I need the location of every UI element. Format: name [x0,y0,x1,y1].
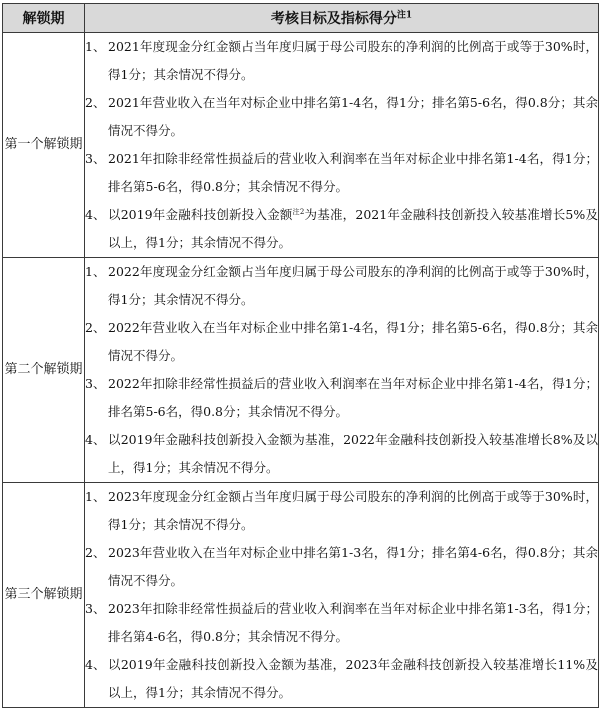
header-row [3,4,599,33]
item-text [108,201,598,257]
list-item [85,314,598,370]
footnote-marker: 注2 [292,207,305,216]
list-item [85,89,598,145]
item-text: 2022年度现金分红金额占当年度归属于母公司股东的净利润的比例高于或等于30%时，得1分；其余情况不得分。 [108,264,598,307]
item-number: 3、 [85,601,106,616]
list-item [85,426,598,482]
item-text: 2021年扣除非经常性损益后的营业收入利润率在当年对标企业中排名第1-4名，得1分；排名第5-6名，得0.8分；其余情况不得分。 [108,151,598,194]
item-number: 4、 [85,657,106,672]
list-item [85,145,598,201]
header-target [85,4,599,33]
item-text: 2023年度现金分红金额占当年度归属于母公司股东的净利润的比例高于或等于30%时，得1分；其余情况不得分。 [108,489,598,532]
item-text: 2022年营业收入在当年对标企业中排名第1-4名，得1分；排名第5-6名，得0.8分；其余情况不得分。 [108,320,598,363]
period-cell: 第二个解锁期 [3,258,85,483]
item-text: 2023年扣除非经常性损益后的营业收入利润率在当年对标企业中排名第1-3名，得1分；排名第4-6名，得0.8分；其余情况不得分。 [108,601,598,644]
criteria-cell [85,258,599,483]
item-number: 2、 [85,320,106,335]
header-target-note: 注1 [396,10,413,21]
item-text: 2021年度现金分红金额占当年度归属于母公司股东的净利润的比例高于或等于30%时，得1分；其余情况不得分。 [108,39,598,82]
period-cell: 第一个解锁期 [3,33,85,258]
item-number: 1、 [85,489,106,504]
table-row [3,33,599,258]
list-item [85,539,598,595]
item-number: 3、 [85,376,106,391]
item-text: 2021年营业收入在当年对标企业中排名第1-4名，得1分；排名第5-6名，得0.8分；其余情况不得分。 [108,95,598,138]
item-number: 1、 [85,264,106,279]
item-text-after-note: 为基准，2021年金融科技创新投入较基准增长5%及以上，得1分；其余情况不得分。 [108,207,598,250]
item-text: 以2019年金融科技创新投入金额为基准，2023年金融科技创新投入较基准增长11%及以上，得1分；其余情况不得分。 [108,657,598,700]
criteria-cell [85,33,599,258]
list-item [85,370,598,426]
item-text: 2023年营业收入在当年对标企业中排名第1-3名，得1分；排名第4-6名，得0.8分；其余情况不得分。 [108,545,598,588]
list-item [85,201,598,257]
item-text: 2022年扣除非经常性损益后的营业收入利润率在当年对标企业中排名第1-4名，得1分；排名第5-6名，得0.8分；其余情况不得分。 [108,376,598,419]
list-item [85,595,598,651]
item-number: 4、 [85,432,106,447]
table-row [3,483,599,708]
item-number: 2、 [85,95,106,110]
list-item [85,651,598,707]
item-text: 以2019年金融科技创新投入金额为基准，2022年金融科技创新投入较基准增长8%及以上，得1分；其余情况不得分。 [108,432,598,475]
list-item [85,33,598,89]
item-text-before-note: 以2019年金融科技创新投入金额 [108,207,293,222]
table-row [3,258,599,483]
item-number: 4、 [85,207,106,222]
unlock-criteria-table [2,3,599,708]
item-number: 2、 [85,545,106,560]
period-cell: 第三个解锁期 [3,483,85,708]
header-period: 解锁期 [3,4,85,33]
list-item [85,258,598,314]
item-number: 1、 [85,39,106,54]
item-number: 3、 [85,151,106,166]
criteria-cell [85,483,599,708]
header-target-label: 考核目标及指标得分 [270,11,397,27]
list-item [85,483,598,539]
